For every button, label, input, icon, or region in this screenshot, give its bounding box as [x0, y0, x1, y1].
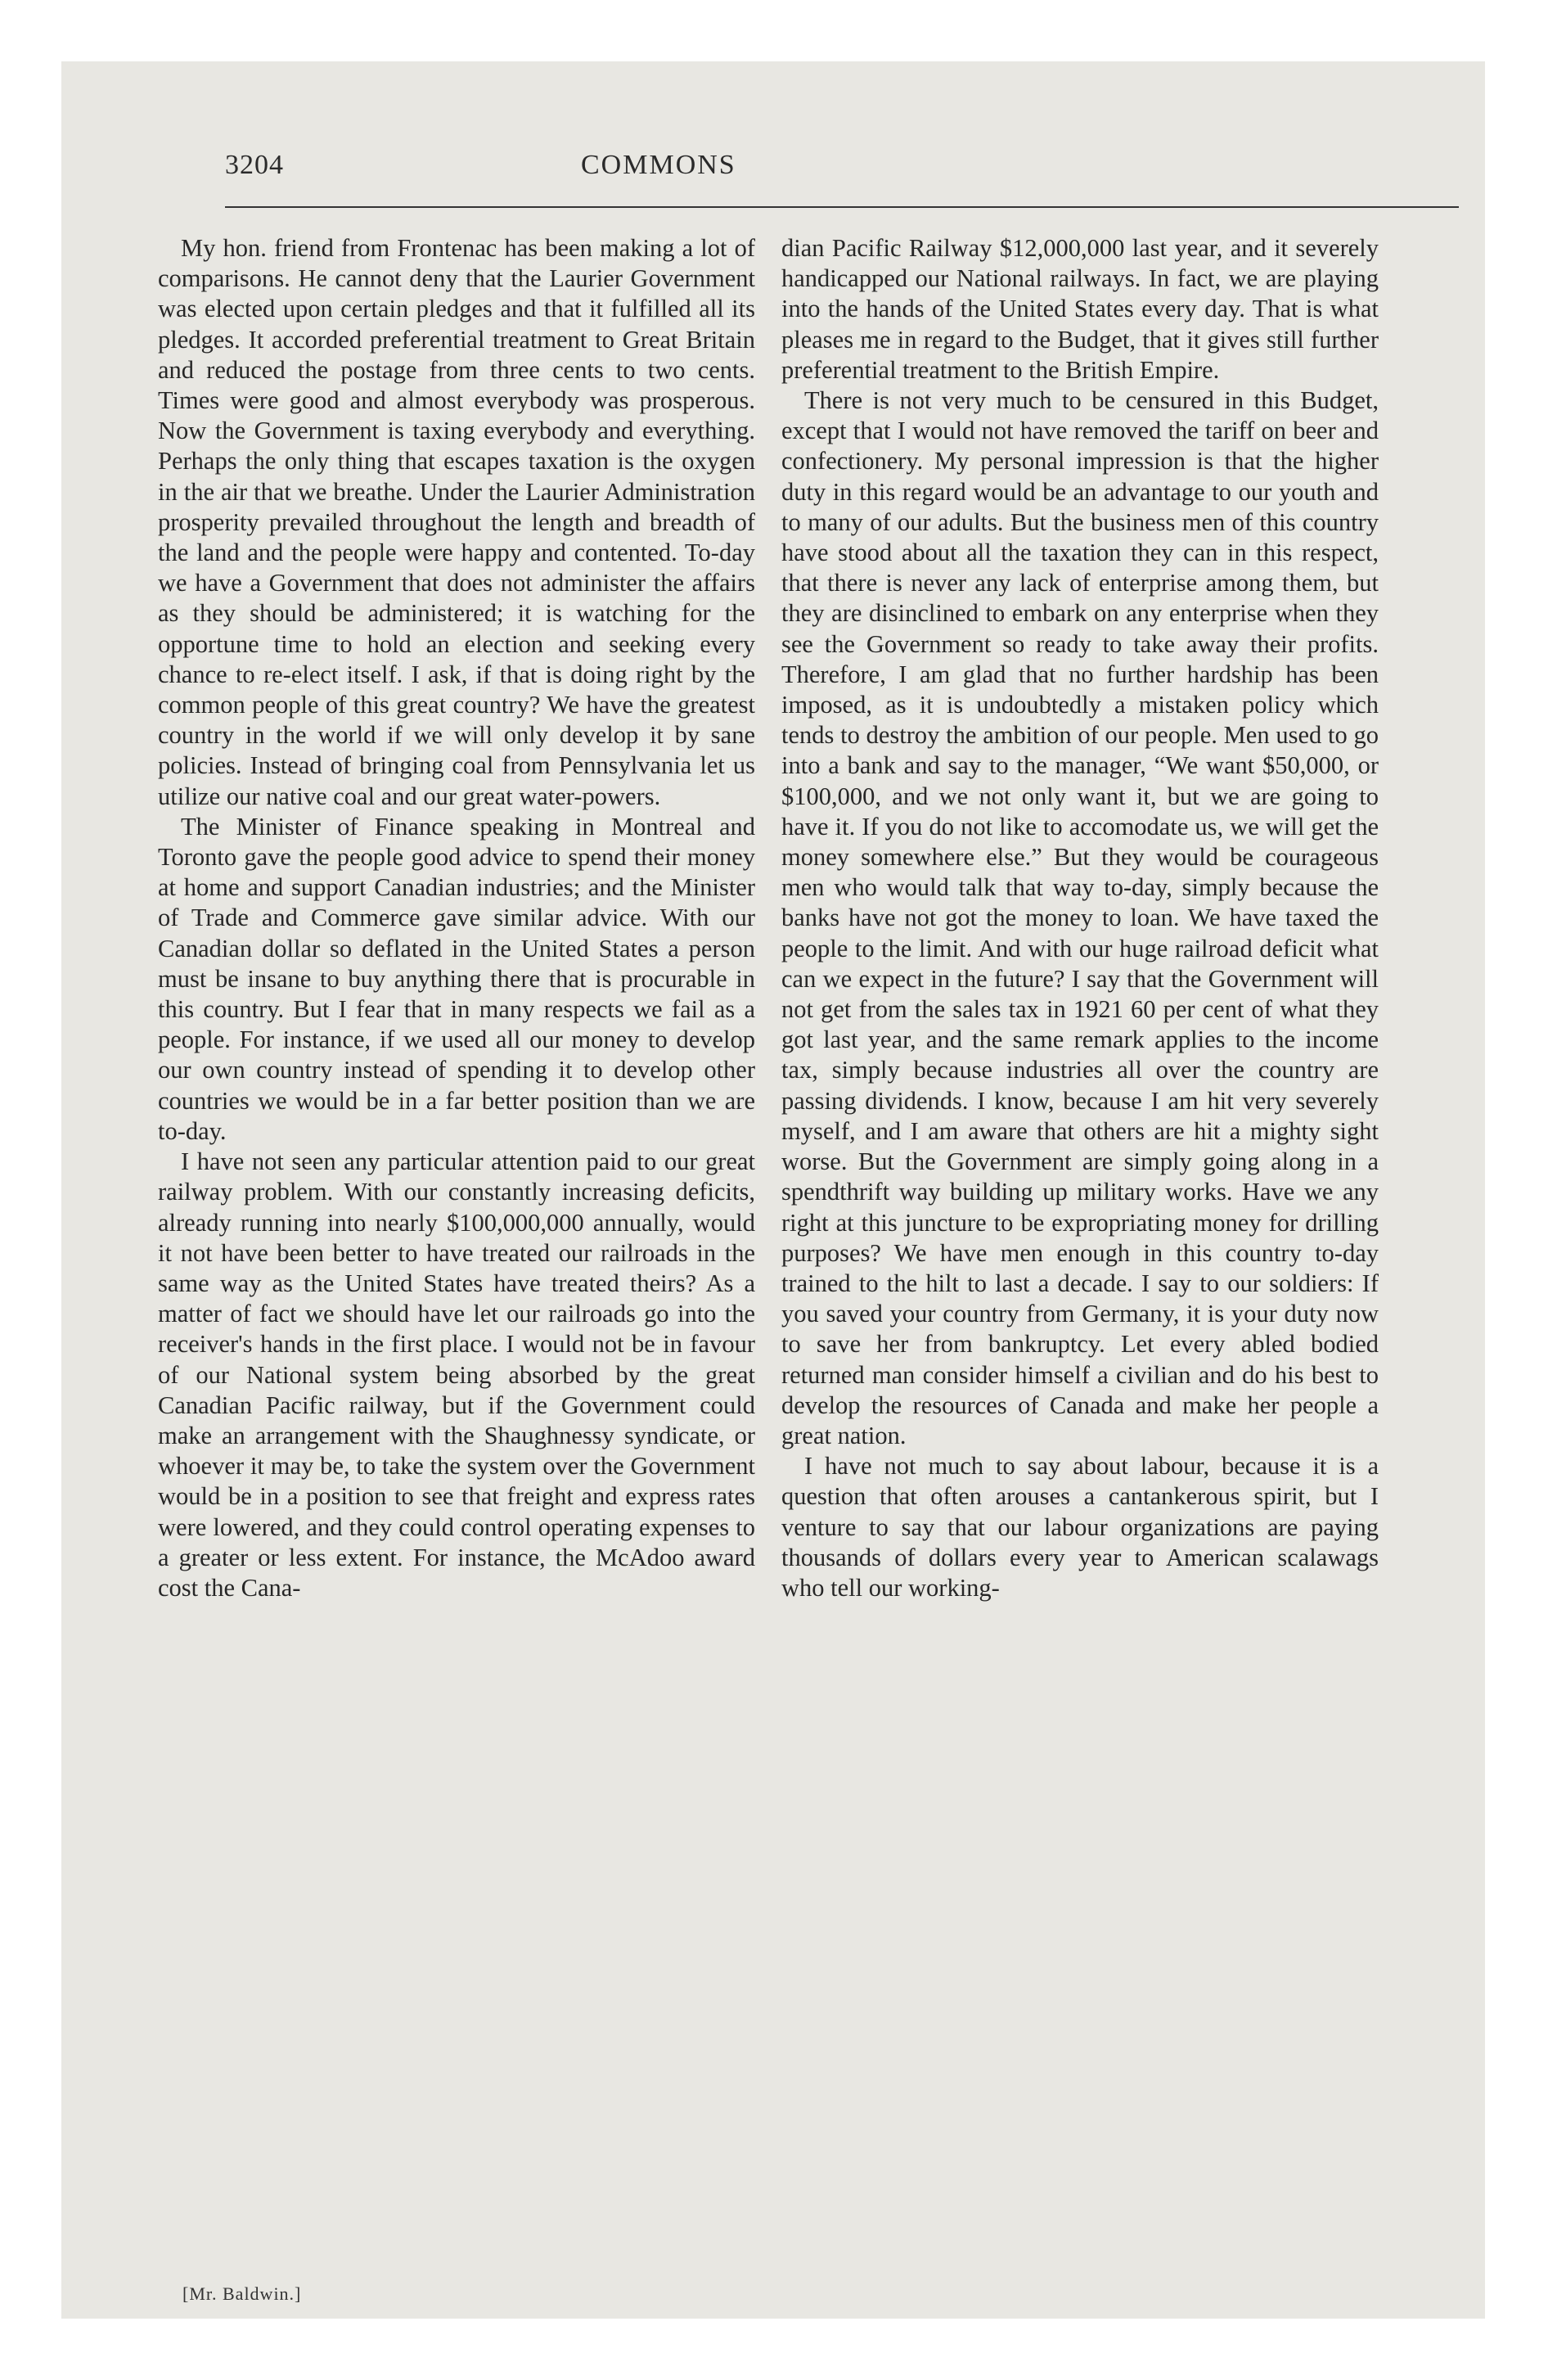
paragraph: dian Pacific Railway $12,000,000 last year, and it severely handicapped our National railways. In fact, we are playing into the hands of the United States every day. That is what pleases me in regard to the Budget, that it gives still further preferential treatment to the British Empire. [781, 234, 1379, 384]
page-header [225, 150, 1485, 207]
page-sheet [61, 61, 1485, 2319]
paragraph: The Minister of Finance speaking in Montreal and Toronto gave the people good advice to spend their money at home and support Canadian industries; and the Minister of Trade and Commerce gave similar advice. With our Canadian dollar so deflated in the United States a person must be insane to buy anything there that is procurable in this country. But I fear that in many respects we fail as a people. For instance, if we used all our money to develop our own country instead of spending it to develop other countries we would be in a far better position than we are to-day. [158, 812, 755, 1145]
left-column [158, 233, 755, 1603]
right-column [781, 233, 1379, 1603]
paragraph: My hon. friend from Frontenac has been making a lot of comparisons. He cannot deny that the Laurier Government was elected upon certain pledges and that it fulfilled all its pledges. It accorded preferential treatment to Great Britain and reduced the postage from three cents to two cents. Times were good and almost everybody was prosperous. Now the Government is taxing everybody and everything. Perhaps the only thing that escapes taxation is the oxygen in the air that we breathe. Under the Laurier Administration prosperity prevailed throughout the length and breadth of the land and the people were happy and contented. To-day we have a Government that does not administer the affairs as they should be administered; it is watching for the opportune time to hold an election and seeking every chance to re-elect itself. I ask, if that is doing right by the common people of this great country? We have the greatest country in the world if we will only develop it by sane policies. Instead of bringing coal from Pennsylvania let us utilize our native coal and our great water-powers. [158, 234, 755, 810]
paragraph: There is not very much to be censured in this Budget, except that I would not have removed the tariff on beer and confectionery. My personal impression is that the higher duty in this regard would be an advantage to our youth and to many of our adults. But the business men of this country have stood about all the taxation they can in this respect, that there is never any lack of enterprise among them, but they are disinclined to embark on any enterprise when they see the Government so ready to take away their profits. Therefore, I am glad that no further hardship has been imposed, as it is undoubtedly a mistaken policy which tends to destroy the ambition of our people. Men used to go into a bank and say to the manager, “We want $50,000, or $100,000, and we not only want it, but we are going to have it. If you do not like to accomodate us, we will get the money somewhere else.” But they would be courageous men who would talk that way to-day, simply because the banks have not got the money to loan. We have taxed the people to the limit. And with our huge railroad deficit what can we expect in the future? I say that the Government will not get from the sales tax in 1921 60 per cent of what they got last year, and the same remark applies to the income tax, simply because industries all over the country are passing dividends. I know, because I am hit very severely myself, and I am aware that others are hit a mighty sight worse. But the Government are simply going along in a spendthrift way building up military works. Have we any right at this juncture to be expropriating money for drilling purposes? We have men enough in this country to-day trained to the hilt to last a decade. I say to our soldiers: If you saved your country from Germany, it is your duty now to save her from bankruptcy. Let every abled bodied returned man consider himself a civilian and do his best to develop the resources of Canada and make her people a great nation. [781, 386, 1379, 1449]
page-number: 3204 [225, 150, 284, 180]
paragraph: I have not much to say about labour, because it is a question that often arouses a cantankerous spirit, but I venture to say that our labour organizations are paying thousands of dollars every year to American scalawags who tell our working- [781, 1452, 1379, 1602]
paragraph: I have not seen any particular attention paid to our great railway problem. With our constantly increasing deficits, already running into nearly $100,000,000 annually, would it not have been better to have treated our railroads in the same way as the United States have treated theirs? As a matter of fact we should have let our railroads go into the receiver's hands in the first place. I would not be in favour of our National system being absorbed by the great Canadian Pacific railway, but if the Government could make an arrangement with the Shaughnessy syndicate, or whoever it may be, to take the system over the Government would be in a position to see that freight and express rates were lowered, and they could control operating expenses to a greater or less extent. For instance, the McAdoo award cost the Cana- [158, 1147, 755, 1602]
running-head: COMMONS [581, 150, 736, 180]
header-rule [225, 206, 1459, 208]
speaker-attribution: [Mr. Baldwin.] [182, 2283, 302, 2304]
